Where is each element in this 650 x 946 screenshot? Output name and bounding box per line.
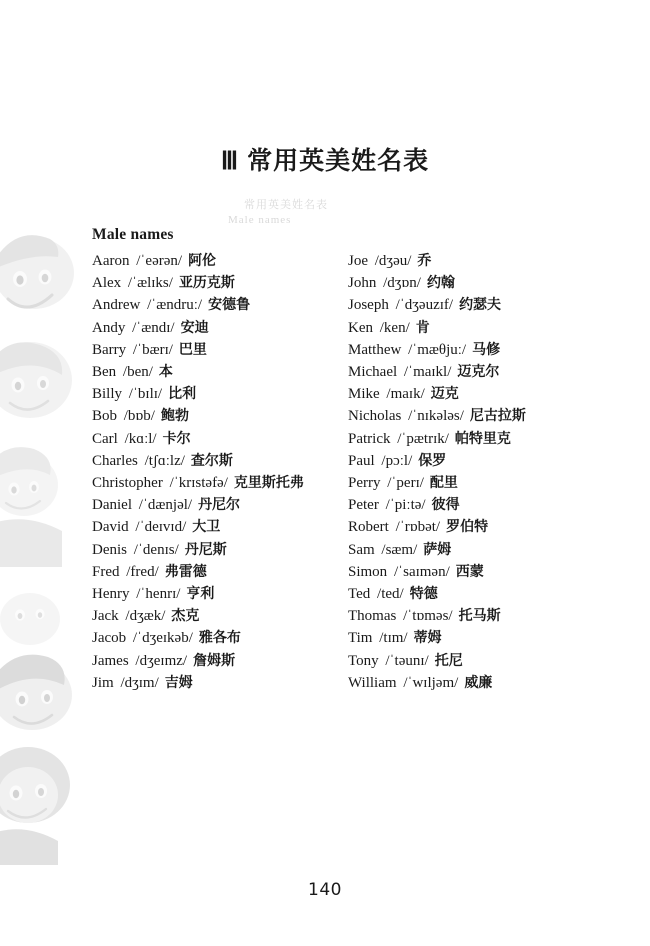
name-entry	[92, 272, 348, 294]
name-english: Charles	[92, 452, 138, 469]
name-chinese: 彼得	[431, 497, 460, 514]
name-english: Christopher	[92, 475, 163, 492]
name-pronunciation: /ˈsaɪmən/	[393, 563, 450, 580]
name-english: Aaron	[92, 253, 130, 269]
name-english: Robert	[348, 519, 389, 536]
name-entry	[92, 294, 348, 316]
name-entry	[92, 539, 348, 561]
name-entry	[348, 361, 592, 383]
name-english: Mike	[348, 386, 380, 403]
name-pronunciation: /ˈdænjəl/	[138, 497, 193, 514]
name-chinese: 雅各布	[198, 630, 241, 647]
name-pronunciation: /ˈdʒeɪkəb/	[132, 630, 193, 647]
name-pronunciation: /ˈdenɪs/	[133, 541, 179, 558]
name-entry	[92, 450, 348, 472]
name-entry	[92, 339, 348, 361]
name-entry	[92, 494, 348, 516]
name-english: Patrick	[348, 430, 391, 447]
name-pronunciation: /ˈeərən/	[136, 253, 183, 269]
name-pronunciation: /ˈpiːtə/	[385, 497, 426, 514]
name-entry	[92, 250, 348, 272]
name-entry	[92, 361, 348, 383]
ghost-text-line-2: Male names	[228, 214, 292, 226]
name-chinese: 弗雷德	[164, 563, 207, 580]
name-pronunciation: /ˈmæθjuː/	[408, 341, 467, 358]
name-chinese: 乔	[417, 253, 432, 269]
name-entry	[92, 383, 348, 405]
name-chinese: 迈克尔	[457, 364, 500, 381]
name-entry	[92, 405, 348, 427]
name-entry	[348, 494, 592, 516]
name-pronunciation: /ben/	[122, 364, 153, 381]
name-entry	[348, 272, 592, 294]
name-english: Michael	[348, 364, 398, 381]
name-chinese: 吉姆	[164, 674, 193, 691]
name-chinese: 帕特里克	[454, 430, 511, 447]
name-chinese: 威廉	[464, 674, 493, 691]
page-number: 140	[308, 880, 342, 900]
name-english: Jacob	[92, 630, 127, 647]
name-entry	[348, 339, 592, 361]
name-english: Ken	[348, 319, 373, 336]
name-english: Simon	[348, 563, 388, 580]
name-english: Daniel	[92, 497, 132, 514]
name-pronunciation: /ˈændɪ/	[132, 319, 175, 336]
name-english: Perry	[348, 475, 381, 492]
name-chinese: 亨利	[186, 586, 215, 603]
name-entry	[348, 250, 592, 272]
name-english: Bob	[92, 408, 118, 425]
name-chinese: 查尔斯	[190, 452, 233, 469]
name-chinese: 迈克	[430, 386, 459, 403]
name-pronunciation: /ˈændruː/	[147, 297, 203, 314]
name-chinese: 罗伯特	[446, 519, 489, 536]
name-entry	[348, 672, 592, 694]
name-pronunciation: /ˈtəunɪ/	[385, 652, 429, 669]
name-entry	[92, 605, 348, 627]
name-english: Carl	[92, 430, 118, 447]
name-english: Paul	[348, 452, 375, 469]
name-pronunciation: /pɔːl/	[381, 452, 413, 469]
name-entry	[348, 294, 592, 316]
name-english: Denis	[92, 541, 127, 558]
name-table	[92, 226, 592, 694]
name-pronunciation: /ˈælɪks/	[127, 275, 173, 292]
name-english: Alex	[92, 275, 122, 292]
name-english: Thomas	[348, 608, 397, 625]
name-entry	[348, 428, 592, 450]
name-entry	[348, 539, 592, 561]
name-chinese: 卡尔	[162, 430, 191, 447]
name-chinese: 丹尼尔	[198, 497, 241, 514]
name-english: Joe	[348, 253, 368, 269]
name-english: Matthew	[348, 341, 402, 358]
name-entry	[348, 516, 592, 538]
name-english: Sam	[348, 541, 375, 558]
name-entry	[348, 650, 592, 672]
name-columns	[92, 250, 592, 694]
name-english: Henry	[92, 586, 130, 603]
name-chinese: 萨姆	[423, 541, 452, 558]
name-entry	[92, 627, 348, 649]
name-pronunciation: /ˈpætrɪk/	[397, 430, 449, 447]
name-chinese: 安迪	[180, 319, 209, 336]
name-entry	[348, 383, 592, 405]
name-pronunciation: /ˈhenrɪ/	[136, 586, 181, 603]
name-chinese: 本	[158, 364, 173, 381]
name-entry	[348, 405, 592, 427]
name-entry	[92, 672, 348, 694]
name-pronunciation: /ˈperɪ/	[387, 475, 424, 492]
name-chinese: 蒂姆	[413, 630, 442, 647]
name-chinese: 鲍勃	[160, 408, 189, 425]
name-pronunciation: /ˈnɪkələs/	[408, 408, 464, 425]
name-chinese: 肯	[415, 319, 430, 336]
name-entry	[348, 561, 592, 583]
name-pronunciation: /ˈdʒəuzɪf/	[395, 297, 454, 314]
name-pronunciation: /bɒb/	[123, 408, 155, 425]
name-pronunciation: /ˈbɪlɪ/	[128, 386, 163, 403]
name-chinese: 尼古拉斯	[469, 408, 526, 425]
name-pronunciation: /fred/	[126, 563, 159, 580]
name-pronunciation: /ˈkrɪstəfə/	[169, 475, 228, 492]
name-pronunciation: /dʒəu/	[374, 253, 412, 269]
name-chinese: 约瑟夫	[459, 297, 502, 314]
name-chinese: 安德鲁	[208, 297, 251, 314]
name-english: Jim	[92, 674, 114, 691]
name-pronunciation: /dʒæk/	[125, 608, 166, 625]
name-pronunciation: /maɪk/	[386, 386, 425, 403]
name-chinese: 特德	[409, 586, 438, 603]
name-entry	[348, 317, 592, 339]
name-entry	[92, 516, 348, 538]
name-chinese: 马修	[472, 341, 501, 358]
name-pronunciation: /dʒɒn/	[383, 275, 421, 292]
name-pronunciation: /ken/	[379, 319, 410, 336]
name-english: Joseph	[348, 297, 389, 314]
name-chinese: 克里斯托弗	[233, 475, 304, 492]
name-chinese: 詹姆斯	[193, 652, 236, 669]
name-pronunciation: /kɑːl/	[124, 430, 157, 447]
name-pronunciation: /ˈwɪljəm/	[403, 674, 459, 691]
decorative-children-watermark	[0, 195, 78, 865]
section-title-text: 常用英美姓名表	[247, 145, 430, 175]
name-chinese: 巴里	[178, 341, 207, 358]
section-numeral: Ⅲ	[220, 147, 239, 175]
name-english: Peter	[348, 497, 379, 514]
name-chinese: 杰克	[171, 608, 200, 625]
name-english: John	[348, 275, 377, 292]
name-pronunciation: /dʒeɪmz/	[135, 652, 188, 669]
name-entry	[92, 650, 348, 672]
name-entry	[348, 627, 592, 649]
name-entry	[348, 605, 592, 627]
name-entry	[92, 317, 348, 339]
name-chinese: 约翰	[426, 275, 455, 292]
name-english: Nicholas	[348, 408, 402, 425]
name-english: Ben	[92, 364, 117, 381]
section-heading: Male names	[92, 226, 174, 243]
name-english: Billy	[92, 386, 123, 403]
name-chinese: 西蒙	[455, 563, 484, 580]
name-english: James	[92, 652, 129, 669]
name-entry	[92, 428, 348, 450]
name-chinese: 托马斯	[458, 608, 501, 625]
name-column-right	[348, 250, 592, 694]
name-english: Ted	[348, 586, 371, 603]
name-pronunciation: /tɪm/	[379, 630, 408, 647]
name-pronunciation: /ˈbærɪ/	[132, 341, 173, 358]
name-english: William	[348, 674, 397, 691]
ghost-text-line-1: 常用英美姓名表	[244, 199, 328, 211]
name-entry	[348, 583, 592, 605]
name-chinese: 亚历克斯	[178, 275, 235, 292]
name-pronunciation: /ted/	[377, 586, 404, 603]
name-english: Jack	[92, 608, 119, 625]
name-pronunciation: /ˈtɒməs/	[403, 608, 453, 625]
name-entry	[92, 561, 348, 583]
name-pronunciation: /ˈdeɪvɪd/	[135, 519, 187, 536]
name-pronunciation: /sæm/	[381, 541, 418, 558]
name-pronunciation: /tʃɑːlz/	[144, 452, 185, 469]
name-english: Barry	[92, 341, 127, 358]
name-english: Fred	[92, 563, 120, 580]
name-chinese: 阿伦	[188, 253, 217, 269]
name-english: David	[92, 519, 129, 536]
name-chinese: 大卫	[192, 519, 221, 536]
name-pronunciation: /ˈrɒbət/	[395, 519, 441, 536]
name-english: Andrew	[92, 297, 141, 314]
name-entry	[348, 450, 592, 472]
name-column-left	[92, 250, 348, 694]
name-chinese: 托尼	[434, 652, 463, 669]
name-entry	[92, 472, 348, 494]
name-pronunciation: /ˈmaɪkl/	[403, 364, 452, 381]
name-chinese: 保罗	[418, 452, 447, 469]
name-pronunciation: /dʒɪm/	[120, 674, 159, 691]
name-english: Andy	[92, 319, 126, 336]
name-chinese: 配里	[429, 475, 458, 492]
page-title	[0, 141, 650, 177]
name-chinese: 丹尼斯	[184, 541, 227, 558]
name-entry	[348, 472, 592, 494]
name-english: Tim	[348, 630, 373, 647]
name-entry	[92, 583, 348, 605]
name-english: Tony	[348, 652, 379, 669]
name-chinese: 比利	[168, 386, 197, 403]
